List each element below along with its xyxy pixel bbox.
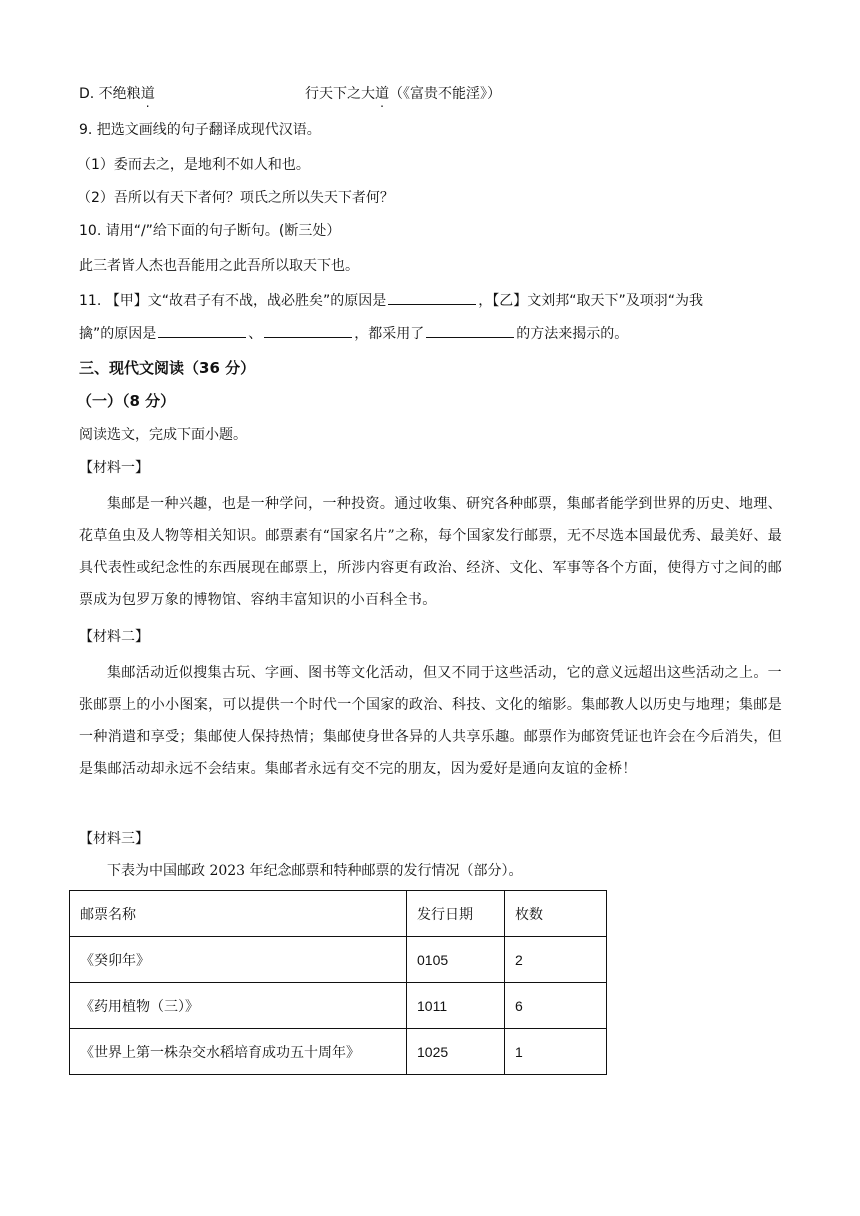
stamp-table <box>69 890 607 1075</box>
q11-blank-2[interactable] <box>158 323 246 338</box>
q11-blank-1[interactable] <box>388 290 476 305</box>
header-count: 枚数 <box>505 891 607 937</box>
q9-item2: （2）吾所以有天下者何？项氏之所以失天下者何？ <box>77 190 394 206</box>
q10-sentence: 此三者皆人杰也吾能用之此吾所以取天下也。 <box>79 258 359 274</box>
material2-text: 集邮活动近似搜集古玩、字画、图书等文化活动，但又不同于这些活动，它的意义远超出这些活动之上。一张邮票上的小小图案，可以提供一个时代一个国家的政治、科技、文化的缩影。集邮教人以历史与地理；集邮是一种消遣和享受；集邮使人保持热情；集邮使身世各异的人共享乐趣。邮票作为邮资凭证也许会在今后消失，但是集邮活动却永远不会结束。集邮者永远有交不完的朋友，因为爱好是通向友谊的金桥！ <box>79 665 782 777</box>
q11-line1 <box>79 290 703 311</box>
material3-label: 【材料三】 <box>79 831 149 847</box>
header-name: 邮票名称 <box>70 891 407 937</box>
stamp-name: 《癸卯年》 <box>70 937 407 983</box>
stamp-date: 1025 <box>407 1029 505 1075</box>
stamp-date: 0105 <box>407 937 505 983</box>
table-row <box>70 983 607 1029</box>
q11-part3: 擒”的原因是 <box>79 326 157 342</box>
material1-label: 【材料一】 <box>79 460 149 476</box>
material1-text: 集邮是一种兴趣，也是一种学问，一种投资。通过收集、研究各种邮票，集邮者能学到世界的历史、地理、花草鱼虫及人物等相关知识。邮票素有“国家名片”之称，每个国家发行邮票，无不尽选本国最优秀、最美好、最具代表性或纪念性的东西展现在邮票上，所涉内容更有政治、经济、文化、军事等各个方面，使得方寸之间的邮票成为包罗万象的博物馆、容纳丰富知识的小百科全书。 <box>79 496 782 608</box>
option-d-right-dotted-char: 道 <box>375 86 389 102</box>
header-date: 发行日期 <box>407 891 505 937</box>
option-d-label: D. 不绝粮 <box>79 86 141 102</box>
q11-part2: ，【乙】文刘邦“取天下”及项羽“为我 <box>478 293 703 309</box>
section3-instruction: 阅读选文，完成下面小题。 <box>79 427 247 443</box>
option-d-dotted-char: 道 <box>140 86 155 102</box>
stamp-count: 1 <box>505 1029 607 1075</box>
section3-sub: （一）（8 分） <box>77 392 176 410</box>
stamp-name: 《药用植物（三）》 <box>70 983 407 1029</box>
table-header-row <box>70 891 607 937</box>
q10-stem: 10. 请用“/”给下面的句子断句。(断三处） <box>79 223 341 239</box>
q11-blank-3[interactable] <box>264 323 352 338</box>
section3-title: 三、现代文阅读（36 分） <box>79 359 256 377</box>
q9-stem: 9. 把选文画线的句子翻译成现代汉语。 <box>79 122 321 138</box>
stamp-date: 1011 <box>407 983 505 1029</box>
q11-blank-4[interactable] <box>426 323 514 338</box>
option-d-right <box>305 84 501 104</box>
option-d-right-post: （《富贵不能淫》） <box>389 86 501 102</box>
stamp-count: 2 <box>505 937 607 983</box>
option-d-right-pre: 行天下之大 <box>305 86 375 102</box>
material3-intro: 下表为中国邮政 2023 年纪念邮票和特种邮票的发行情况（部分）。 <box>107 863 523 879</box>
table-row <box>70 937 607 983</box>
q9-item1: （1）委而去之，是地利不如人和也。 <box>77 157 310 173</box>
q11-part4: ，都采用了 <box>354 326 425 342</box>
q11-part5: 的方法来揭示的。 <box>516 326 629 342</box>
stamp-count: 6 <box>505 983 607 1029</box>
material2-label: 【材料二】 <box>79 629 149 645</box>
q11-line2 <box>79 323 628 344</box>
stamp-name: 《世界上第一株杂交水稻培育成功五十周年》 <box>70 1029 407 1075</box>
option-d <box>79 84 501 104</box>
q11-part1: 11. 【甲】文“故君子有不战，战必胜矣”的原因是 <box>79 293 387 309</box>
table-row <box>70 1029 607 1075</box>
q11-sep: 、 <box>248 326 263 342</box>
